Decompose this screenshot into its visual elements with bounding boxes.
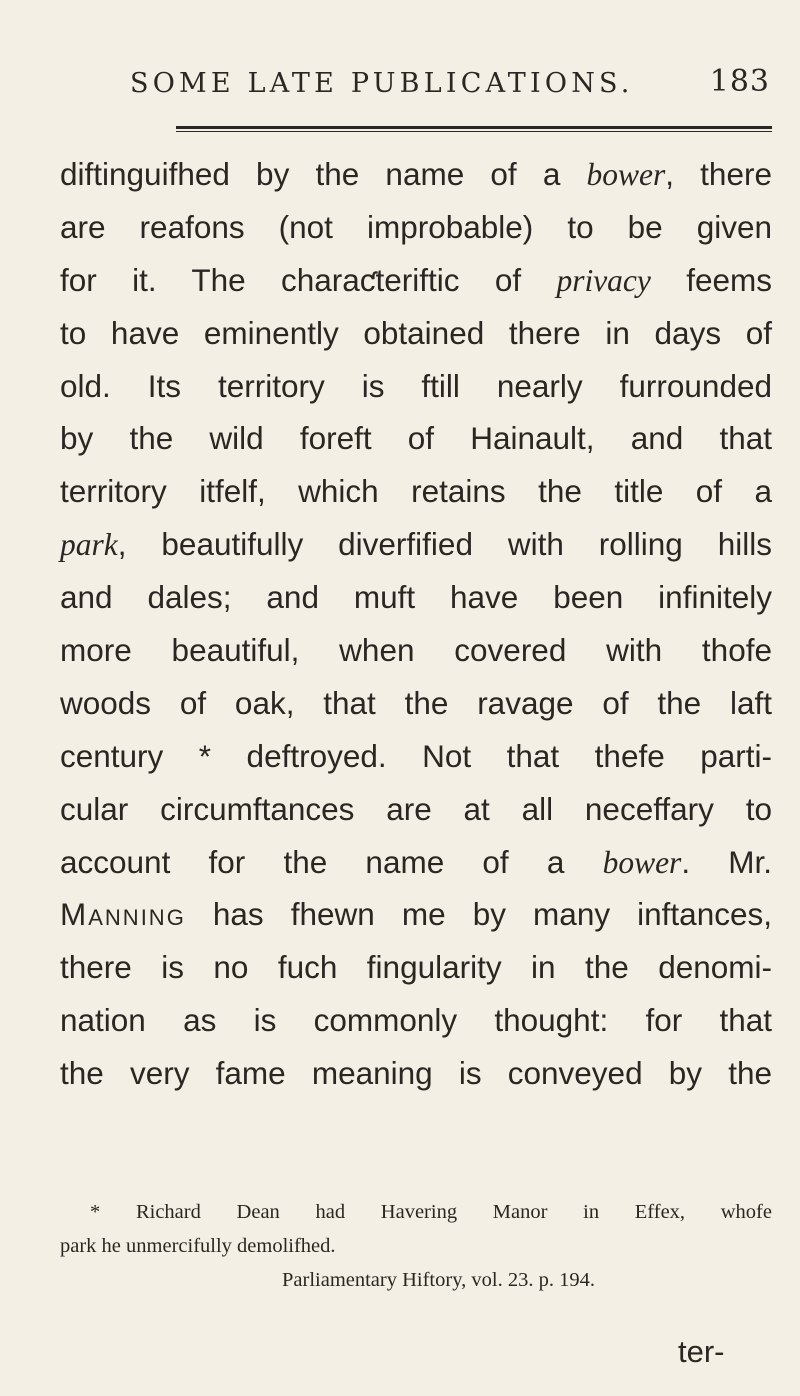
header-rule-thick bbox=[176, 126, 772, 129]
header-rule-thin bbox=[176, 131, 772, 132]
text-line: account for the name of a bower. Mr. bbox=[60, 843, 772, 880]
text-line: the very fame meaning is conveyed by the bbox=[60, 1055, 772, 1092]
footnote-line: * Richard Dean had Havering Manor in Effex, whofe bbox=[90, 1201, 772, 1223]
text-line: nation as is commonly thought: for that bbox=[60, 1002, 772, 1039]
footnote bbox=[60, 1195, 772, 1297]
text-line: for it. The charaƈteriftic of privacy feems bbox=[60, 261, 773, 298]
text-line: territory itfelf, which retains the title of a bbox=[60, 473, 772, 510]
text-line: and dales; and muft have been infinitely bbox=[60, 579, 772, 616]
running-header bbox=[130, 64, 770, 99]
text-line: more beautiful, when covered with thofe bbox=[60, 632, 772, 669]
text-line: century * deftroyed. Not that thefe parti- bbox=[60, 737, 772, 774]
footnote-line: park he unmercifully demolifhed. bbox=[60, 1235, 336, 1257]
text-line: old. Its territory is ftill nearly furrounded bbox=[60, 367, 772, 404]
text-line: are reafons (not improbable) to be given bbox=[60, 208, 772, 245]
text-line: Manning has fhewn me by many inftances, bbox=[60, 896, 772, 933]
body-text bbox=[60, 148, 772, 1100]
text-line: cular circumftances are at all neceffary to bbox=[60, 790, 772, 827]
text-line: diftinguifhed by the name of a bower, there bbox=[60, 156, 772, 192]
footnote-citation: Parliamentary Hiftory, vol. 23. p. 194. bbox=[282, 1269, 595, 1291]
text-line: to have eminently obtained there in days of bbox=[60, 314, 772, 351]
page-number: 183 bbox=[709, 64, 770, 99]
text-line: there is no fuch fingularity in the denomi- bbox=[60, 949, 772, 986]
text-line: park, beautifully diverfified with rolling hills bbox=[60, 526, 772, 563]
catchword: ter- bbox=[678, 1334, 725, 1369]
running-title: SOME LATE PUBLICATIONS. bbox=[130, 68, 634, 99]
text-line: by the wild foreft of Hainault, and that bbox=[60, 420, 772, 457]
text-line: woods of oak, that the ravage of the laft bbox=[60, 684, 772, 721]
